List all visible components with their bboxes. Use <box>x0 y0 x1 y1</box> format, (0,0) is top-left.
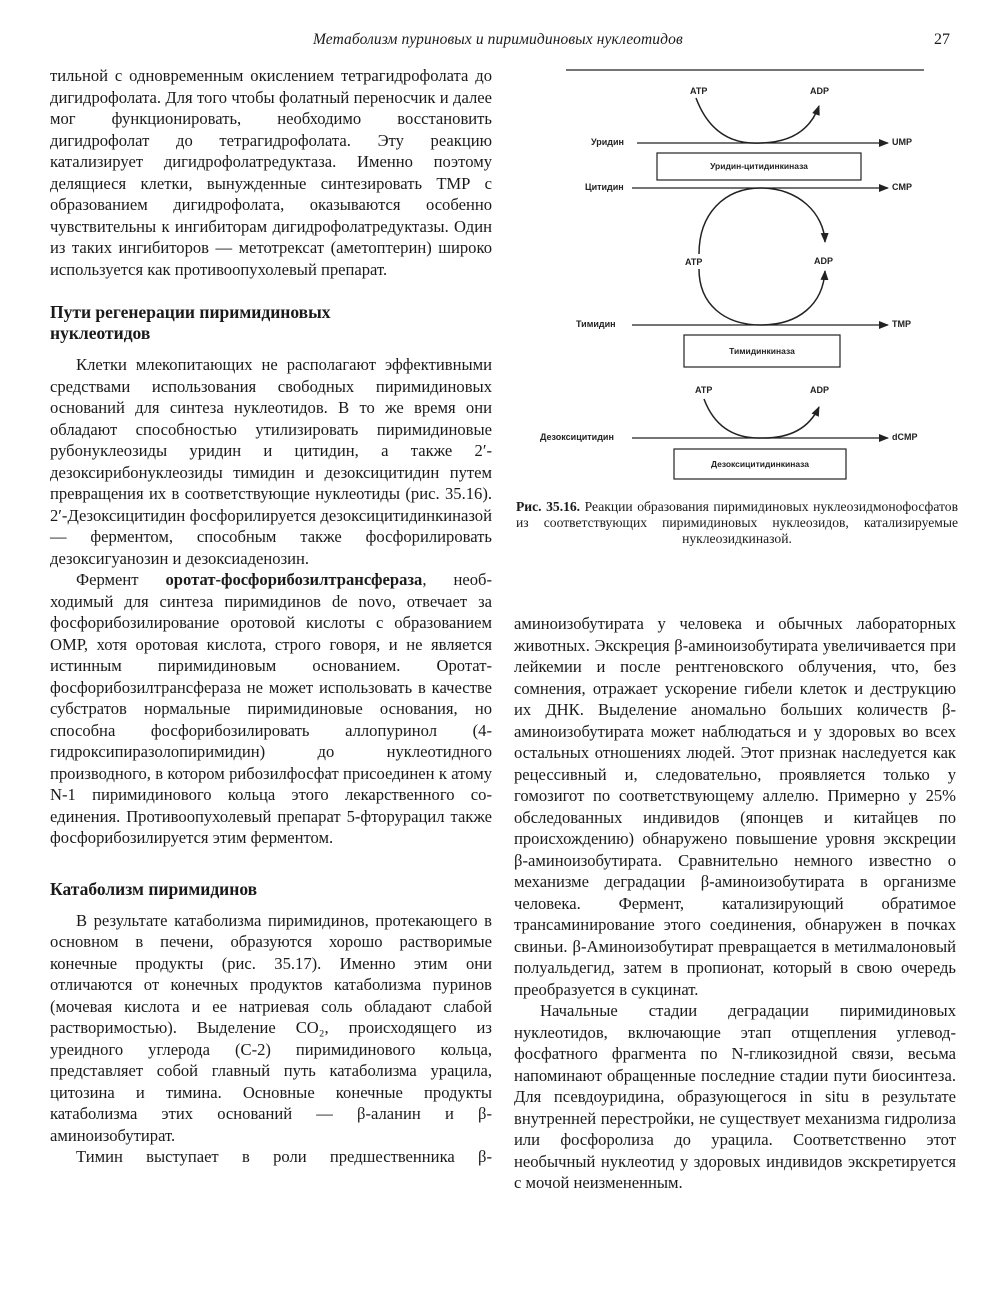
cofactor-out-label: ADP <box>810 86 830 96</box>
enzyme-label: Тимидинкиназа <box>729 346 795 356</box>
caption-number: Рис. 35.16. <box>516 499 581 514</box>
cofactor-arc-1 <box>696 98 819 143</box>
enzyme-label: Уридин-цитидинкиназа <box>710 161 808 171</box>
page-number: 27 <box>934 31 950 48</box>
product-label: dCMP <box>892 432 918 442</box>
cofactor-arc-2-top <box>699 188 825 254</box>
figure-caption <box>516 499 958 547</box>
section-heading-catabolism: Катаболизм пиримидинов <box>50 878 258 899</box>
paragraph: аминоизобутирата у человека и обычных лабораторных животных. Экскреция β-аминоизобутирата увеличивается при лейкемии и после рентгеновского облучения, что, без сомнения, отражает ускорение гибели клеток и деструкцию их ДНК. Выделение аномально больших количеств β-аминоизобутирата может наблюдаться и у здоровых во всех остальных отношениях людей. Этот признак наследуется как рецессивный и, следовательно, проявляется только у гомозигот по соответствующему аллелю. Примерно у 25% обследованных индивидов (японцев и китайцев по происхождению) обнаружено повышение уровня экскреции β-аминоизобутирата. Сравнительно немного известно о механизме деградации β-аминоизобутирата в организме человека. Фермент, катализирующий обратимое трансаминирование этого соединения, обнаружен в почках свиньи. β-Аминоизобутират превращается в метилмалоновый полуальдегид, затем в пропионат, который в свою очередь преобразуется в сукцинат. <box>514 614 956 999</box>
paragraph: тильной с одновременным окислением тетрагидрофолата до дигидрофолата. Для того чтобы фолатный переносчик и далее мог функционировать, необходимо восстановить дигидрофолат до тетрагидрофолата. Эту реакцию катализирует дигидрофолатредуктаза. Именно поэтому делящиеся клетки, вынужденные синтезировать ТМР с образованием дигидрофолата, оказываются особенно чувствительны к ингибиторам дигидрофолатредуктазы. Один из таких ингибиторов — метотрексат (аметоптерин) широко используется как противоопухолевый препарат. <box>50 66 492 279</box>
figure-35-16 <box>514 64 956 494</box>
enzyme-term: оротат-фосфорибозилтрансфераза <box>165 570 423 589</box>
section-heading-regeneration: Пути регенерации пиримидиновых нуклеотидов <box>50 302 331 343</box>
cofactor-in-label: ATP <box>685 257 703 267</box>
cofactor-out-label: ADP <box>814 256 834 266</box>
paragraph: Начальные стадии деградации пиримидиновых нуклеотидов, включающие этап отщепления углевод-фосфатного фрагмента по N-гликозидной связи, весьма напоминают обращенные последние стадии пути биосинтеза. Для псевдоуридина, образующегося in situ в результате внутренней перестройки, не существует механизма гидролиза или фосфоролиза до урацила. Соответственно этот необычный нуклеотид у здоровых индивидов экскретируется с мочой неизмененным. <box>514 1001 956 1192</box>
paragraph-text: , необходимый для синтеза пиримидинов de novo, отвечает за фосфорибозилирование оротовой кислоты с образованием ОМР, хотя оротовая кислота, строго говоря, и не является истинным пиримидиновым основанием. Оротат-фосфорибозилтрансфераза не может использовать в качестве субстратов нормальные пиримидиновые основания, но способна фосфорибозилировать аллопуринол (4-гидроксипиразолопиримидин) до нуклеотидного производного, в котором рибозилфосфат присоединен к атому N-1 пиримидинового кольца этого лекарственного соединения. Противоопухолевый препарат 5-фторурацил также фосфорибозилируется этим ферментом. <box>50 570 492 847</box>
left-column <box>50 65 492 1168</box>
product-label: TMP <box>892 319 911 329</box>
cofactor-arc-3 <box>704 399 819 438</box>
paragraph: Клетки млекопитающих не располагают эффективными средствами использования свободных пиримидиновых оснований для синтеза нуклеотидов. В то же время они обладают способностью утилизировать пиримидиновые рубонуклеозиды уридин и цитидин, а также 2′-дезоксирибонуклеозиды тимидин и дезоксицитидин путем превращения их в соответствующие нуклеотиды (рис. 35.16). 2′-Дезоксицитидин фосфорилируется дезоксицитидинкиназой — ферментом, способным также фосфорилировать дезоксигуанозин и дезоксиаденозин. <box>50 355 492 568</box>
paragraph-text: Фермент <box>76 570 166 589</box>
paragraph: Тимин выступает в роли предшественника β- <box>76 1147 492 1166</box>
cofactor-arc-2-bottom <box>699 269 825 325</box>
substrate-label: Уридин <box>591 137 624 147</box>
substrate-label: Цитидин <box>585 182 624 192</box>
cofactor-in-label: ATP <box>695 385 713 395</box>
substrate-label: Дезоксицитидин <box>540 432 614 442</box>
cofactor-out-label: ADP <box>810 385 830 395</box>
product-label: CMP <box>892 182 912 192</box>
cofactor-in-label: ATP <box>690 86 708 96</box>
right-column <box>514 613 956 1194</box>
caption-text: Реакции образования пиримидиновых нуклеозидмонофосфатов из соответствующих пиримидиновых нуклеозидов, катализируемые нуклеозидкиназой. <box>516 499 959 546</box>
running-title: Метаболизм пуриновых и пиримидиновых нуклеотидов <box>313 31 683 48</box>
paragraph <box>50 569 492 849</box>
paragraph: В результате катаболизма пиримидинов, протекающего в основном в печени, образуются хорошо растворимые конечные продукты (рис. 35.17). Именно этим они отличаются от конечных продуктов катаболизма пуринов (мочевая кислота и ее натриевая соль обладают слабой растворимостью). Выделение СО₂, происходящего из уреидного углерода (С-2) пиримидинового кольца, представляет собой главный путь катаболизма урацила, цитозина и тимина. Основные конечные продукты катаболизма этих оснований — β-аланин и β-аминоизобутират. <box>50 910 492 1145</box>
substrate-label: Тимидин <box>576 319 616 329</box>
enzyme-label: Дезоксицитидинкиназа <box>710 459 810 469</box>
reaction-diagram <box>514 64 956 494</box>
product-label: UMP <box>892 137 912 147</box>
